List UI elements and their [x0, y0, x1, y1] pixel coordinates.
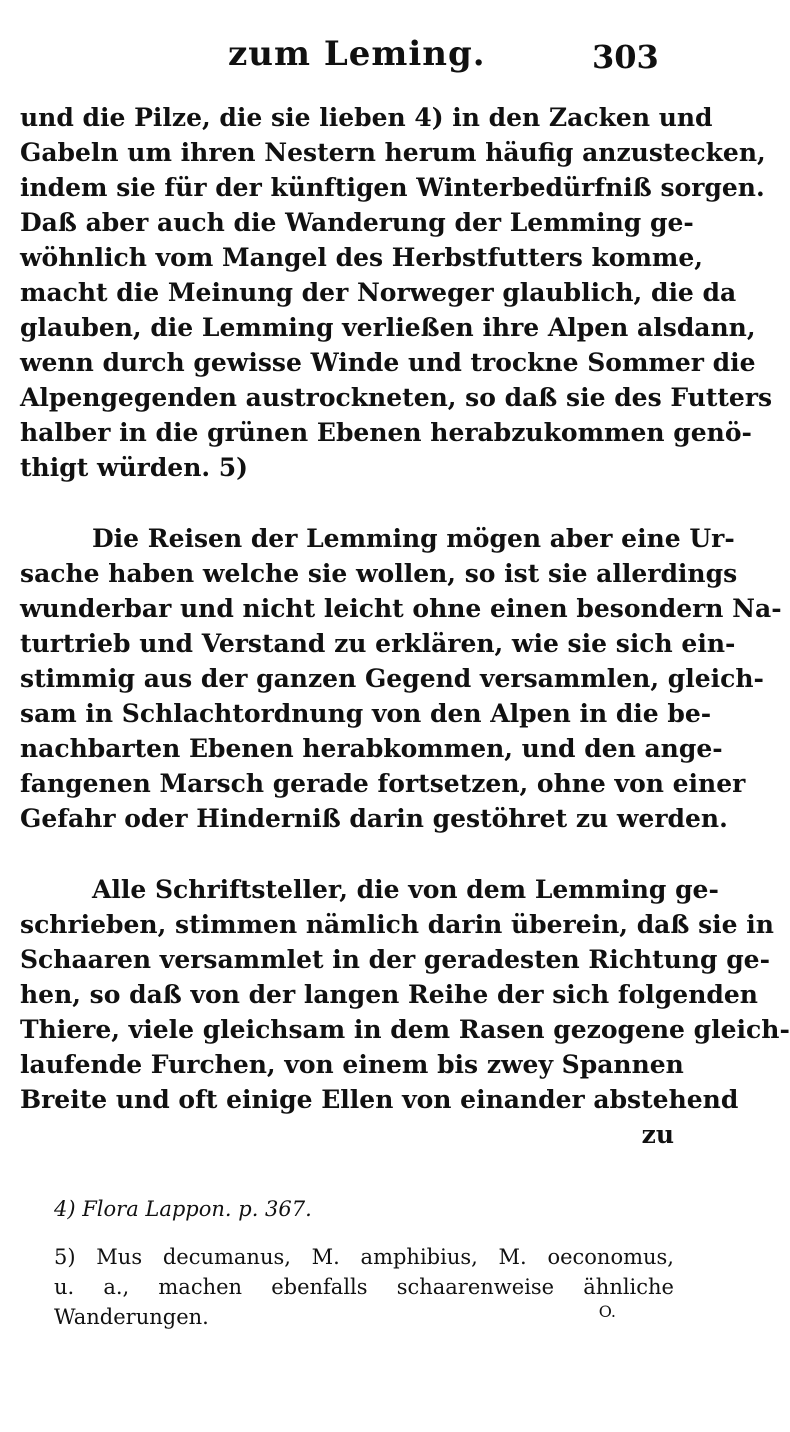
- text-line: Daß aber auch die Wanderung der Lemming ge-: [20, 208, 694, 237]
- text-line: wöhnlich vom Mangel des Herbstfutters komme,: [20, 243, 703, 272]
- text-line: Gefahr oder Hinderniß darin gestöhret zu werden.: [20, 804, 728, 833]
- paragraph-3: [20, 872, 790, 1117]
- text-line: halber in die grünen Ebenen herabzukommen genö-: [20, 418, 752, 447]
- footnote-line: u. a., machen ebenfalls schaarenweise ähnliche: [54, 1275, 674, 1299]
- footnote-5: [54, 1242, 674, 1332]
- footnotes: [54, 1194, 674, 1350]
- catchword: zu: [641, 1120, 674, 1149]
- footnote-last-row: [54, 1302, 674, 1332]
- text-line: Gabeln um ihren Nestern herum häufig anzustecken,: [20, 138, 766, 167]
- paragraph-gap: [20, 485, 674, 521]
- paragraph-gap: [20, 836, 674, 872]
- text-line: macht die Meinung der Norweger glaublich, die da: [20, 278, 737, 307]
- running-title: zum Leming.: [228, 34, 486, 74]
- text-line: wunderbar und nicht leicht ohne einen besondern Na-: [20, 594, 782, 623]
- text-line: Breite und oft einige Ellen von einander abstehend: [20, 1085, 739, 1114]
- text-line: Alle Schriftsteller, die von dem Lemming ge-: [92, 875, 719, 904]
- text-line: sache haben welche sie wollen, so ist sie allerdings: [20, 559, 738, 588]
- text-line: hen, so daß von der langen Reihe der sich folgenden: [20, 980, 758, 1009]
- paragraph-1: [20, 100, 773, 485]
- page-number: 303: [592, 38, 659, 76]
- footnote-line: 5) Mus decumanus, M. amphibius, M. oeconomus,: [54, 1245, 674, 1269]
- text-line: thigt würden. 5): [20, 453, 249, 482]
- text-line: fangenen Marsch gerade fortsetzen, ohne von einer: [20, 769, 746, 798]
- text-line: indem sie für der künftigen Winterbedürfniß sorgen.: [20, 173, 765, 202]
- text-line: turtrieb und Verstand zu erklären, wie sie sich ein-: [20, 629, 736, 658]
- text-line: nachbarten Ebenen herabkommen, und den ange-: [20, 734, 723, 763]
- text-line: Die Reisen der Lemming mögen aber eine Ur-: [92, 524, 735, 553]
- text-line: stimmig aus der ganzen Gegend versammlen, gleich-: [20, 664, 764, 693]
- text-line: glauben, die Lemming verließen ihre Alpen alsdann,: [20, 313, 756, 342]
- running-head: [0, 28, 700, 78]
- text-line: Thiere, viele gleichsam in dem Rasen gezogene gleich-: [20, 1015, 790, 1044]
- text-line: und die Pilze, die sie lieben 4) in den Zacken und: [20, 103, 713, 132]
- footnote-4: [54, 1194, 674, 1224]
- footnote-line: 4) Flora Lappon. p. 367.: [54, 1197, 312, 1221]
- text-line: laufende Furchen, von einem bis zwey Spannen: [20, 1050, 684, 1079]
- body-text: [20, 100, 790, 1152]
- footnote-signature: O.: [598, 1302, 616, 1321]
- text-line: Alpengegenden austrockneten, so daß sie des Futters: [20, 383, 773, 412]
- text-line: schrieben, stimmen nämlich darin überein, daß sie in: [20, 910, 774, 939]
- paragraph-2: [20, 521, 782, 836]
- text-line: wenn durch gewisse Winde und trockne Sommer die: [20, 348, 756, 377]
- text-line: sam in Schlachtordnung von den Alpen in die be-: [20, 699, 712, 728]
- footnote-line: Wanderungen.: [54, 1305, 209, 1329]
- text-line: Schaaren versammlet in der geradesten Richtung ge-: [20, 945, 770, 974]
